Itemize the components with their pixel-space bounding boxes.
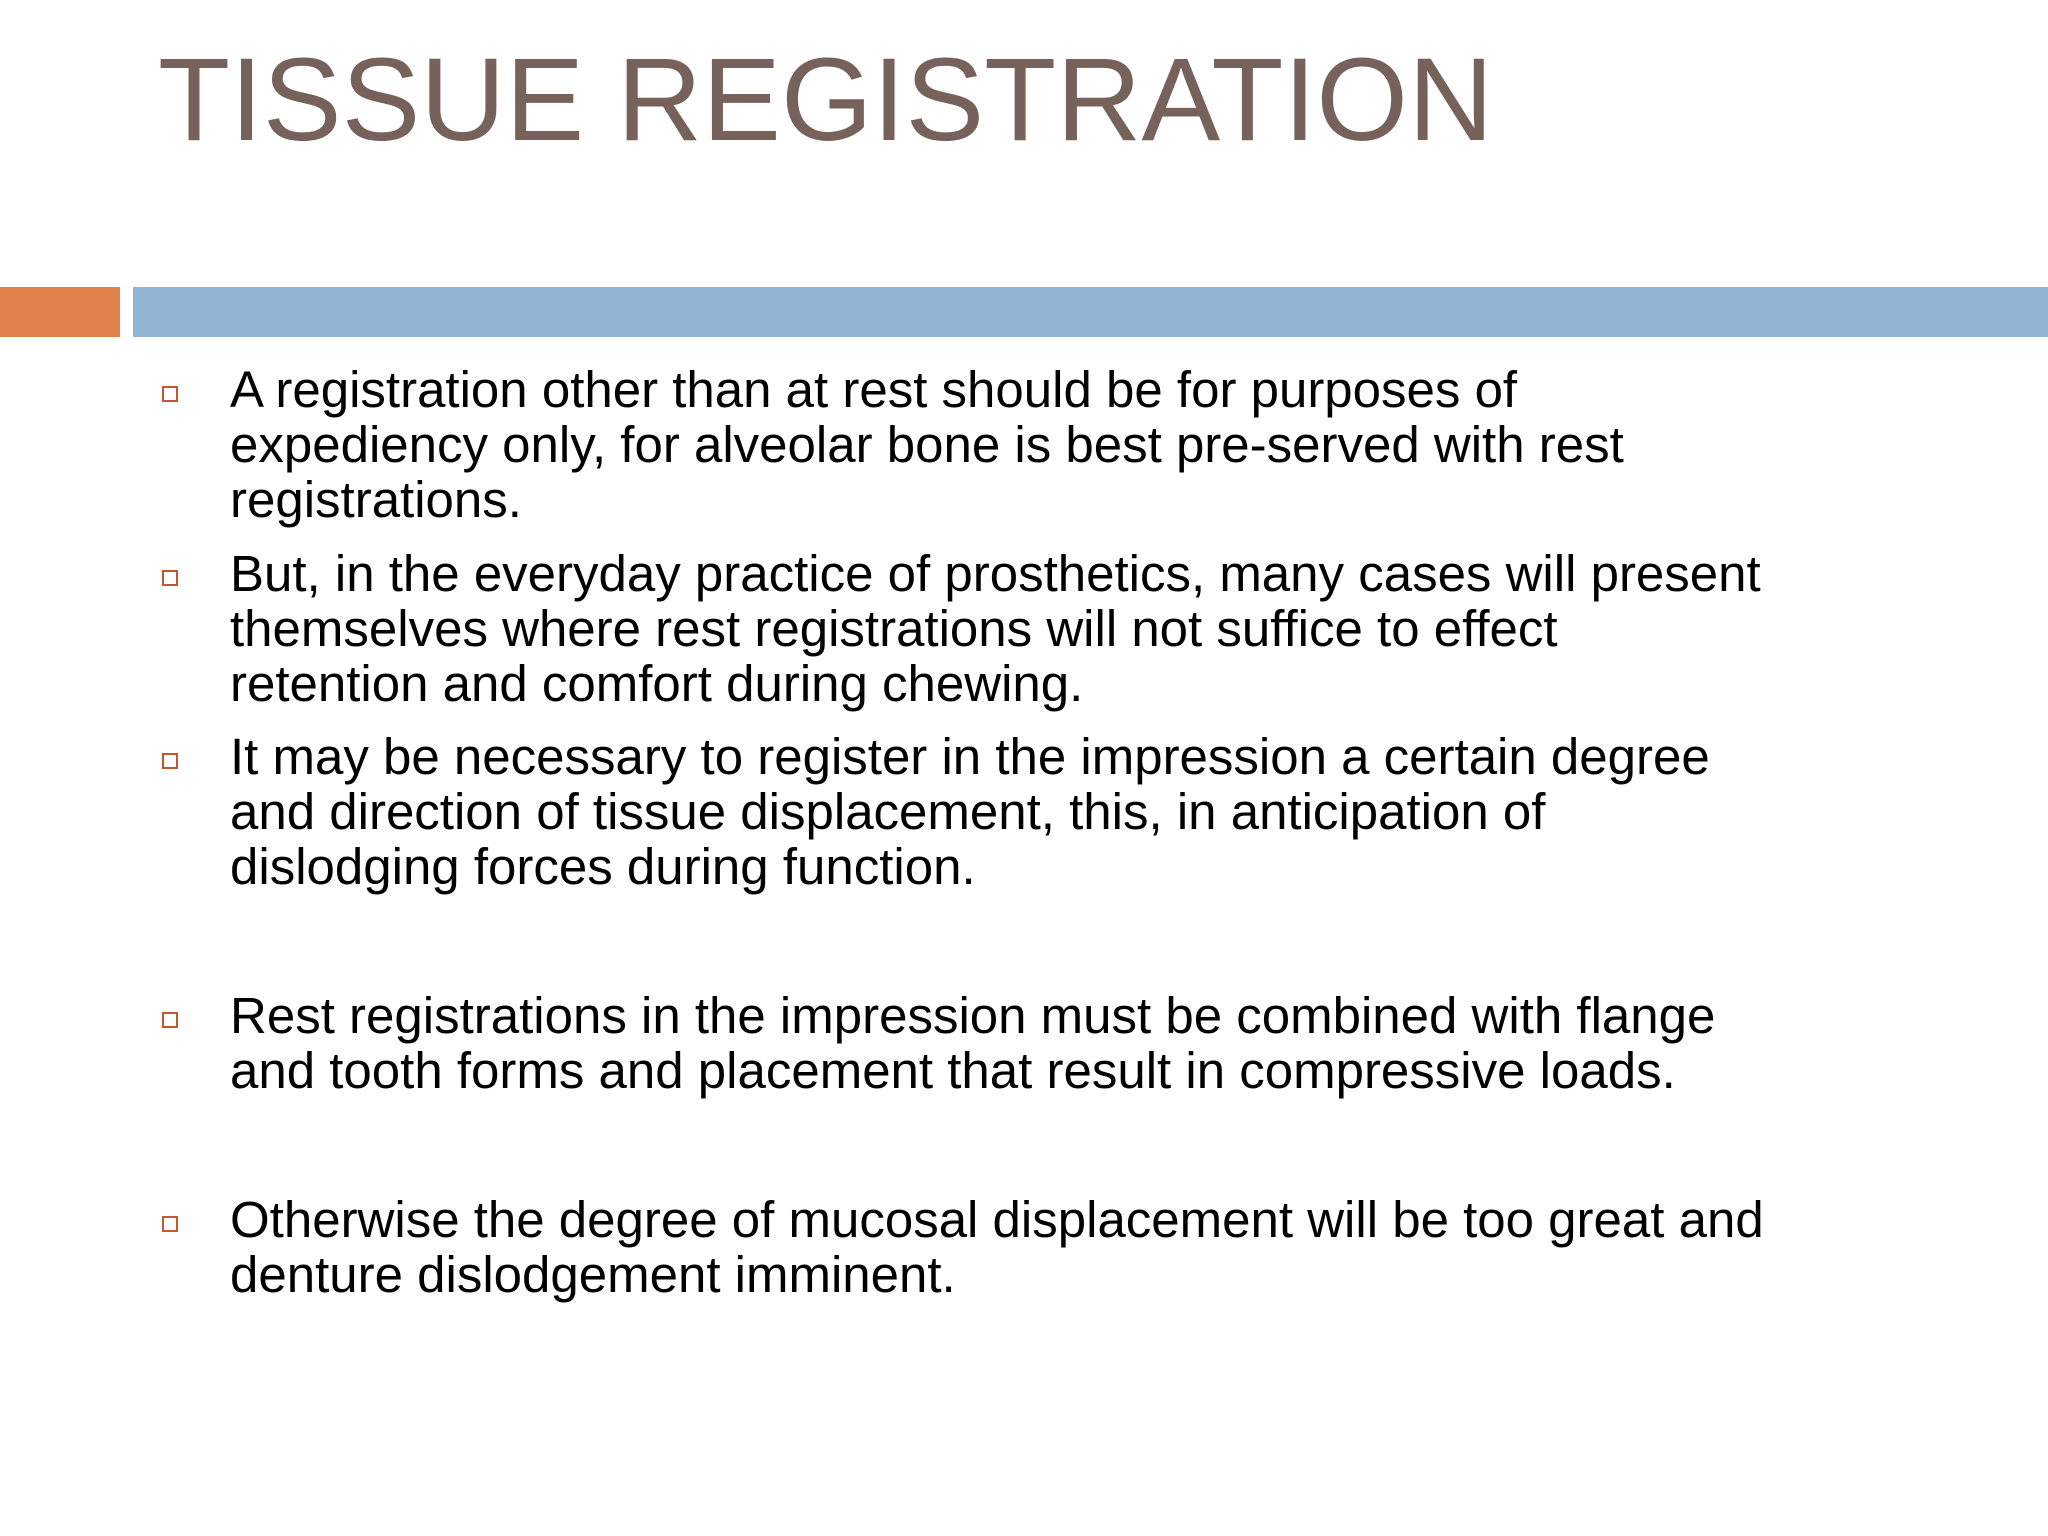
- accent-bar-blue: [133, 287, 2048, 337]
- square-bullet-icon: [162, 1012, 178, 1028]
- square-bullet-icon: [162, 1216, 178, 1232]
- square-bullet-icon: [162, 570, 178, 586]
- accent-bar-orange: [0, 287, 120, 337]
- square-bullet-icon: [162, 386, 178, 402]
- bullet-text: A registration other than at rest should be for purposes of expediency only, for alveolar bone is best pre-served with rest registrations.: [230, 361, 1624, 528]
- slide-title: TISSUE REGISTRATION: [158, 34, 1494, 166]
- square-bullet-icon: [162, 753, 178, 769]
- bullet-text: But, in the everyday practice of prosthetics, many cases will present themselves where rest registrations will not suffice to effect retention and comfort during chewing.: [230, 545, 1761, 712]
- bullet-text: It may be necessary to register in the impression a certain degree and direction of tissue displacement, this, in anticipation of dislodging forces during function.: [230, 728, 1710, 895]
- bullet-text: Rest registrations in the impression must be combined with flange and tooth forms and placement that result in compressive loads.: [230, 987, 1716, 1099]
- bullet-text: Otherwise the degree of mucosal displacement will be too great and denture dislodgement imminent.: [230, 1191, 1764, 1303]
